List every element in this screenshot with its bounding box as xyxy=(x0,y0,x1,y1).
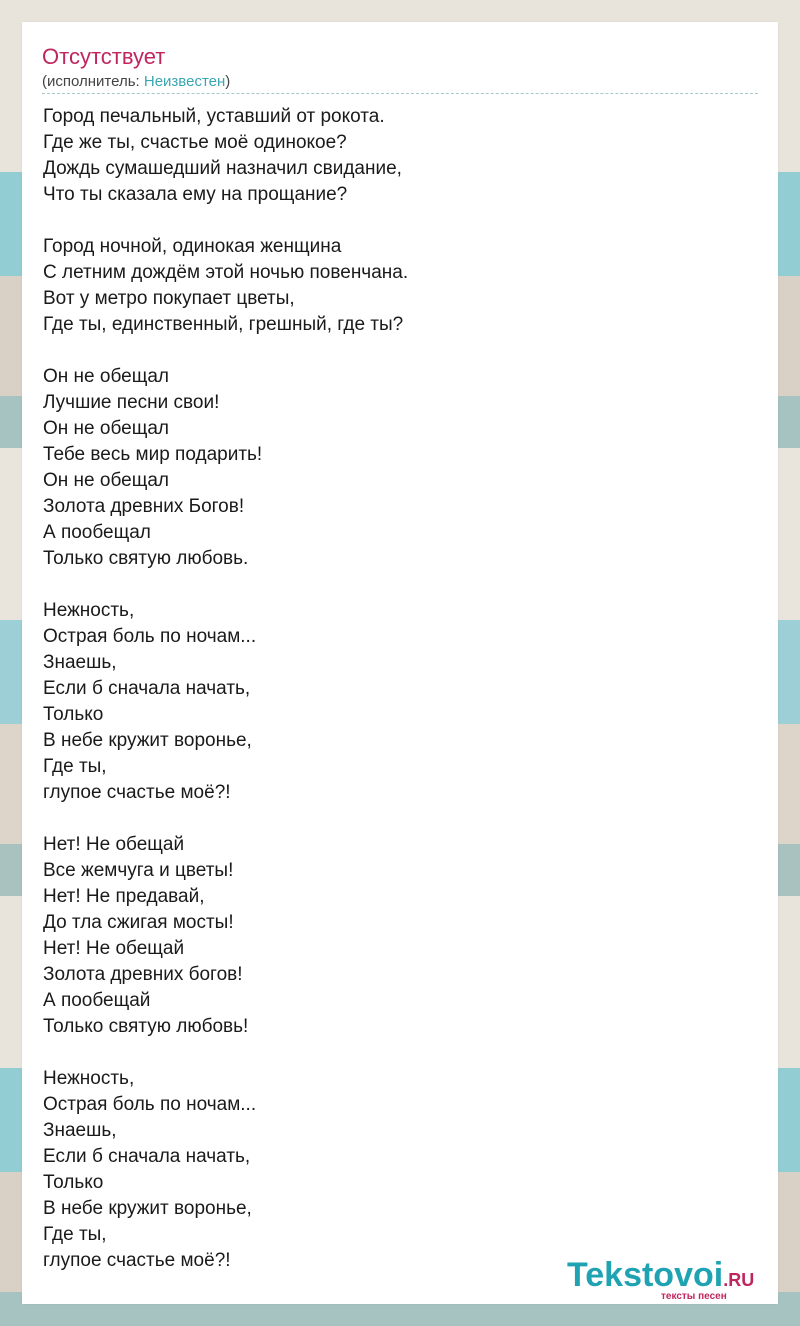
lyrics-line: Знаешь, xyxy=(43,652,117,673)
lyrics-line: Только xyxy=(43,704,104,725)
lyrics-stanza xyxy=(43,104,743,208)
lyrics-line: Только святую любовь! xyxy=(43,1016,249,1037)
lyrics-line: Где ты, единственный, грешный, где ты? xyxy=(43,314,404,335)
lyrics-line: Он не обещал xyxy=(43,470,169,491)
lyrics-line: Он не обещал xyxy=(43,418,169,439)
lyrics-text xyxy=(43,104,743,1274)
lyrics-line: Нежность, xyxy=(43,1068,135,1089)
lyrics-line: Что ты сказала ему на прощание? xyxy=(43,184,348,205)
lyrics-line: Где ты, xyxy=(43,1224,107,1245)
lyrics-line: Острая боль по ночам... xyxy=(43,626,257,647)
logo-tagline: тексты песен xyxy=(661,1291,727,1302)
artist-line xyxy=(42,73,230,91)
lyrics-line: Все жемчуга и цветы! xyxy=(43,860,234,881)
lyrics-stanza xyxy=(43,1066,743,1274)
lyrics-line: До тла сжигая мосты! xyxy=(43,912,234,933)
lyrics-line: Нет! Не обещай xyxy=(43,834,185,855)
lyrics-line: Нет! Не предавай, xyxy=(43,886,205,907)
title-divider xyxy=(42,93,758,94)
lyrics-line: Вот у метро покупает цветы, xyxy=(43,288,295,309)
lyrics-line: Если б сначала начать, xyxy=(43,678,251,699)
lyrics-line: Знаешь, xyxy=(43,1120,117,1141)
lyrics-line: Где ты, xyxy=(43,756,107,777)
lyrics-line: А пообещал xyxy=(43,522,151,543)
song-title: Отсутствует xyxy=(42,44,166,69)
lyrics-stanza xyxy=(43,832,743,1040)
lyrics-stanza xyxy=(43,234,743,338)
lyrics-card xyxy=(22,22,778,1304)
lyrics-line: глупое счастье моё?! xyxy=(43,782,231,803)
artist-prefix: (исполнитель: xyxy=(42,73,144,90)
artist-suffix: ) xyxy=(225,73,231,90)
lyrics-line: В небе кружит воронье, xyxy=(43,1198,252,1219)
lyrics-line: Золота древних Богов! xyxy=(43,496,245,517)
lyrics-line: С летним дождём этой ночью повенчана. xyxy=(43,262,409,283)
lyrics-line: А пообещай xyxy=(43,990,151,1011)
lyrics-line: Тебе весь мир подарить! xyxy=(43,444,263,465)
lyrics-line: Нежность, xyxy=(43,600,135,621)
site-logo[interactable] xyxy=(567,1257,777,1301)
logo-name: Tekstovoi xyxy=(567,1256,724,1294)
lyrics-line: Где же ты, счастье моё одинокое? xyxy=(43,132,347,153)
lyrics-line: Город ночной, одинокая женщина xyxy=(43,236,342,257)
lyrics-line: Он не обещал xyxy=(43,366,169,387)
lyrics-line: Острая боль по ночам... xyxy=(43,1094,257,1115)
lyrics-line: Только xyxy=(43,1172,104,1193)
artist-link[interactable]: Неизвестен xyxy=(143,73,226,90)
lyrics-line: Только святую любовь. xyxy=(43,548,249,569)
lyrics-line: Золота древних богов! xyxy=(43,964,243,985)
lyrics-line: Нет! Не обещай xyxy=(43,938,185,959)
lyrics-line: Город печальный, уставший от рокота. xyxy=(43,106,385,127)
logo-tld: .RU xyxy=(723,1270,755,1290)
lyrics-line: Лучшие песни свои! xyxy=(43,392,220,413)
lyrics-stanza xyxy=(43,598,743,806)
lyrics-line: глупое счастье моё?! xyxy=(43,1250,231,1271)
lyrics-line: Дождь сумашедший назначил свидание, xyxy=(43,158,402,179)
lyrics-line: В небе кружит воронье, xyxy=(43,730,252,751)
lyrics-stanza xyxy=(43,364,743,572)
lyrics-line: Если б сначала начать, xyxy=(43,1146,251,1167)
